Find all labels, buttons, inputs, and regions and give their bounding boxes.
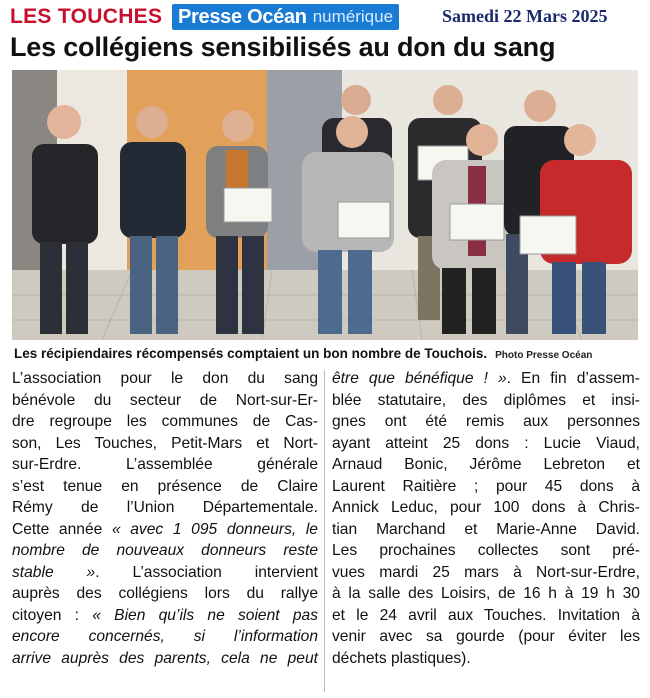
text-line [332,411,640,433]
text-segment: blée statutaire, des diplômes et insi- [332,391,640,409]
text-line [332,497,640,519]
text-line [12,411,318,433]
newspaper-name: Presse Océan [178,5,307,28]
text-line [12,454,318,476]
text-line [332,519,640,541]
text-line [332,583,640,605]
text-line [332,562,640,584]
text-segment: Annick Leduc, pour 100 dons à Chris- [332,499,640,516]
column-divider [324,370,325,692]
text-line [12,476,318,498]
text-segment: à la salle des Loisirs, de 16 h à 19 h 30 [332,585,640,602]
text-segment: gnes ont été remis aux personnes [332,413,640,430]
text-line [12,390,318,412]
page-header [0,0,650,34]
newspaper-logo [172,4,399,30]
quote-segment: stable » [12,563,96,581]
text-segment: et le 24 avril aux Touches. Invitation à [332,606,640,624]
publication-date: Samedi 22 Mars 2025 [442,6,608,26]
quote-segment: nombre de nouveaux donneurs reste [12,542,318,559]
text-segment: L’association pour le don du sang [12,370,318,387]
text-segment: auprès des collégiens lors du rallye [12,585,318,602]
text-line [12,626,318,648]
text-line [332,605,640,627]
article-photo [12,70,638,340]
quote-segment: être que bénéfique ! » [332,370,507,387]
text-segment: ayant atteint 25 dons : Lucie Viaud, [332,434,640,452]
text-line [12,540,318,562]
section-town: LES TOUCHES [10,5,163,28]
text-segment: citoyen : [12,606,93,624]
text-line [332,433,640,455]
text-line [332,540,640,562]
text-segment: Laurent Raitière ; pour 45 dons à [332,477,640,495]
newspaper-edition: numérique [312,7,394,26]
quote-segment: « avec 1 095 donneurs, le [111,520,318,538]
text-line [332,368,640,390]
text-line [12,562,318,584]
text-segment: tian Marchand et Marie-Anne David. [332,520,640,538]
text-segment: venir avec sa gourde (pour éviter les [332,628,640,645]
text-segment: bénévole du secteur de Nort-sur-Er- [12,391,318,409]
text-segment: vues mardi 25 mars à Nort-sur-Erdre, [332,563,640,581]
text-segment: son, Les Touches, Petit-Mars et Nort- [12,434,318,452]
text-line [12,583,318,605]
text-segment: Les prochaines collectes sont pré- [332,542,640,559]
quote-segment: « Bien qu’ils ne soient pas [92,606,319,624]
photo-credit: Photo Presse Océan [495,350,593,361]
text-line [12,497,318,519]
text-segment: Cette année [12,520,112,538]
article-column-1 [12,368,318,669]
text-segment: . L’association intervient [95,563,319,581]
text-segment: . En fin d’assem- [506,370,640,387]
text-line [12,605,318,627]
caption-text: Les récipiendaires récompensés comptaient un bon nombre de Touchois. [14,346,488,361]
text-line [332,648,640,670]
text-line [12,368,318,390]
text-segment: sur-Erdre. L’assemblée générale [12,456,318,473]
text-line [332,476,640,498]
text-line [12,648,318,670]
article-headline: Les collégiens sensibilisés au don du sang [10,32,556,62]
text-segment: déchets plastiques). [332,649,471,667]
text-segment: s’est tenue en présence de Claire [12,477,318,495]
quote-segment: arrive auprès des parents, cela ne peut [12,649,318,667]
text-segment: Arnaud Bonic, Jérôme Lebreton et [332,456,640,473]
text-line [332,626,640,648]
text-line [332,390,640,412]
quote-segment: encore concernés, si l’information [12,628,318,645]
text-line [12,433,318,455]
text-segment: dre regroupe les communes de Cas- [12,413,318,430]
text-segment: Rémy de l’Union Départementale. [12,499,318,516]
article-column-2 [332,368,640,669]
photo-caption [14,346,644,361]
text-line [332,454,640,476]
text-line [12,519,318,541]
